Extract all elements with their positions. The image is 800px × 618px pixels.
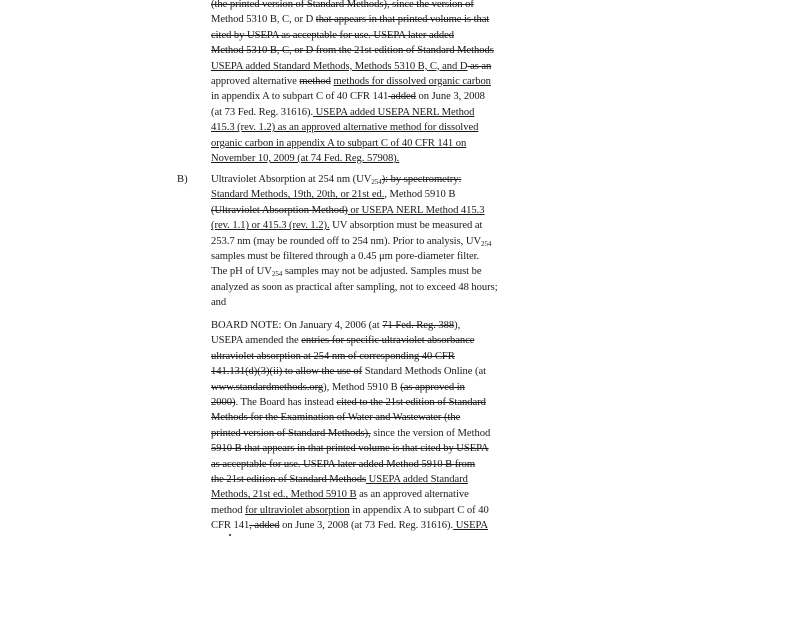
text-line: 5910 B that appears in that printed volume is that cited by USEPA xyxy=(211,443,489,455)
text-line: 253.7 nm (may be rounded off to 254 nm). Prior to analysis, $UV_{254}$ xyxy=(211,235,492,248)
text-line: (rev. 1.1) or 415.3 (rev. 1.2). UV absorption must be measured at xyxy=(211,220,483,232)
text-line: Ultraviolet Absorption at 254 nm $(UV_{254})$: by spectrometry: xyxy=(211,174,462,186)
text-line: BOARD NOTE: On January 4, 2006 (at 71 Fed. Reg. 388), xyxy=(211,320,461,331)
text-line: and xyxy=(211,297,227,309)
text-line: The pH of $UV_{254}$ samples may not be adjusted. Samples must be xyxy=(211,266,482,279)
text-line: USEPA added Standard Methods, Methods 5310 B, C, and D as an xyxy=(211,60,492,72)
text-line: www.standardmethods.org), Method 5910 B (as approved in xyxy=(211,381,465,393)
paragraph-uv-absorption xyxy=(211,172,533,311)
text-line: 141.131(d)(3)(ii) to allow the use of Standard Methods Online (at xyxy=(211,366,487,378)
text-line: analyzed as soon as practical after sampling, not to exceed 48 hours; xyxy=(211,281,498,293)
text-line: cited by USEPA as acceptable for use. USEPA later added xyxy=(211,29,455,41)
text-line: in appendix A to subpart C of 40 CFR 141 added on June 3, 2008 xyxy=(211,91,485,103)
text-line: printed version of Standard Methods), since the version of Method xyxy=(211,427,491,439)
text-line: Methods for the Examination of Water and Wastewater (the xyxy=(211,412,461,424)
text-line: method for ultraviolet absorption in appendix A to subpart C of 40 xyxy=(211,504,489,516)
text-line: as acceptable for use. USEPA later added Method 5910 B from xyxy=(211,458,476,470)
text-line: 2000). The Board has instead cited to the 21st edition of Standard xyxy=(211,397,486,409)
text-line: Standard Methods, 19th, 20th, or 21st ed., Method 5910 B xyxy=(211,189,456,201)
scan-speck xyxy=(229,534,231,536)
text-line: (the printed version of Standard Methods), since the version of xyxy=(211,0,474,10)
text-line: (at 73 Fed. Reg. 31616). USEPA added USEPA NERL Method xyxy=(211,106,475,118)
paragraph-method-5310-note xyxy=(211,0,533,166)
text-line: Method 5310 B, C, or D from the 21st edition of Standard Methods xyxy=(211,45,494,57)
text-line: CFR 141, added on June 3, 2008 (at 73 Fed. Reg. 31616). USEPA xyxy=(211,520,489,532)
text-line: Methods, 21st ed., Method 5910 B as an approved alternative xyxy=(211,489,469,501)
text-line: (Ultraviolet Absorption Method) or USEPA NERL Method 415.3 xyxy=(211,204,485,216)
text-line: 415.3 (rev. 1.2) as an approved alternative method for dissolved xyxy=(211,122,479,134)
text-line: November 10, 2009 (at 74 Fed. Reg. 57908). xyxy=(211,153,400,165)
text-line: Method 5310 B, C, or D that appears in that printed volume is that xyxy=(211,14,490,26)
text-line: ultraviolet absorption at 254 nm of corresponding 40 CFR xyxy=(211,350,455,362)
text-line: the 21st edition of Standard Methods USEPA added Standard xyxy=(211,474,468,486)
paragraph-board-note xyxy=(211,318,533,534)
text-line: organic carbon in appendix A to subpart C of 40 CFR 141 on xyxy=(211,137,467,149)
text-line: samples must be filtered through a 0.45 μm pore-diameter filter. xyxy=(211,251,480,263)
list-marker-b: B) xyxy=(177,174,188,185)
text-line: USEPA amended the entries for specific ultraviolet absorbance xyxy=(211,335,475,347)
text-line: approved alternative method methods for dissolved organic carbon xyxy=(211,76,491,88)
